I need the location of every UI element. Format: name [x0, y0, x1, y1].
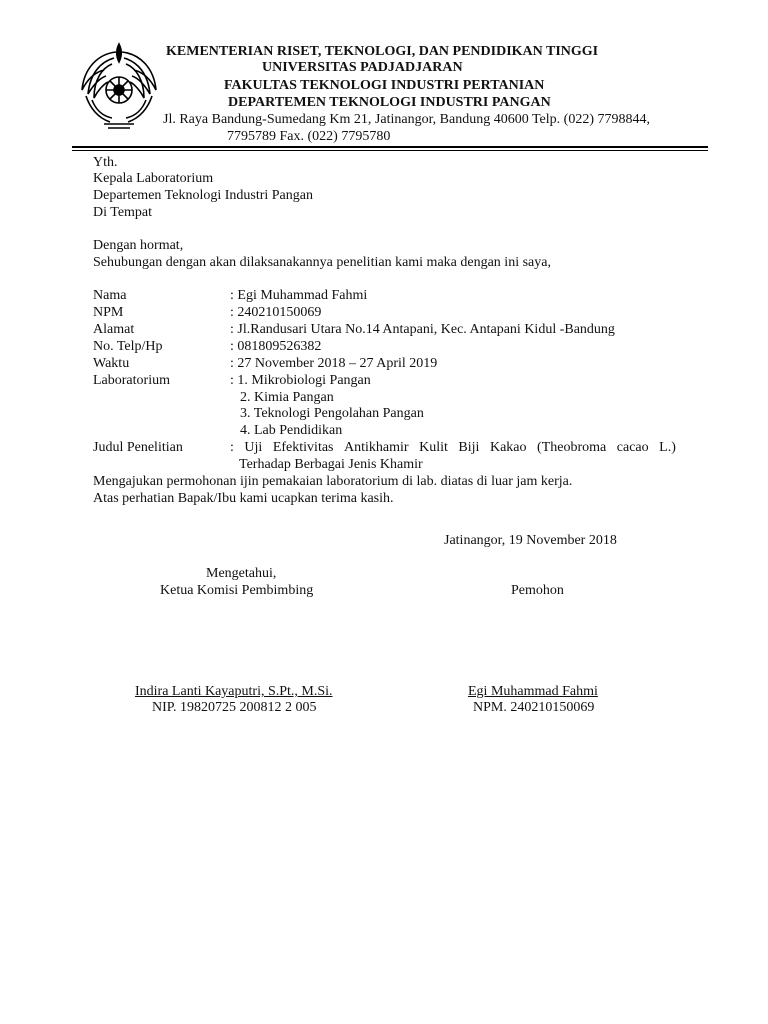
ministry-title: KEMENTERIAN RISET, TEKNOLOGI, DAN PENDIDIKAN TINGGI [166, 44, 599, 59]
judul-word: Efektivitas [272, 440, 334, 455]
recipient-yth: Yth. [93, 155, 118, 170]
value-judul-line-1 [230, 440, 676, 456]
judul-word: L.) [659, 440, 676, 455]
recipient-place: Di Tempat [93, 205, 153, 220]
university-logo-icon [76, 38, 162, 134]
header-divider-thick [72, 146, 708, 148]
address-line-2: 7795789 Fax. (022) 7795780 [227, 129, 391, 144]
left-sign-heading-1: Mengetahui, [206, 566, 277, 581]
right-signatory-npm: NPM. 240210150069 [473, 700, 595, 715]
recipient-title: Kepala Laboratorium [93, 171, 214, 186]
judul-word: (Theobroma [537, 440, 607, 455]
intro-text: Sehubungan dengan akan dilaksanakannya penelitian kami maka dengan ini saya, [93, 255, 551, 270]
label-alamat: Alamat [93, 322, 135, 337]
address-line-1: Jl. Raya Bandung-Sumedang Km 21, Jatinangor, Bandung 40600 Telp. (022) 7798844, [163, 112, 650, 127]
judul-word: Kakao [489, 440, 527, 455]
label-laboratorium: Laboratorium [93, 373, 170, 388]
right-sign-heading: Pemohon [511, 583, 564, 598]
lab-item-3: 3. Teknologi Pengolahan Pangan [240, 406, 424, 421]
university-name: UNIVERSITAS PADJADJARAN [262, 60, 463, 75]
department-name: DEPARTEMEN TEKNOLOGI INDUSTRI PANGAN [228, 95, 551, 110]
left-signatory-name: Indira Lanti Kayaputri, S.Pt., M.Si. [135, 684, 333, 699]
value-npm: : 240210150069 [230, 305, 322, 320]
place-date: Jatinangor, 19 November 2018 [444, 533, 617, 548]
header-divider-thin [72, 150, 708, 151]
left-signatory-nip: NIP. 19820725 200812 2 005 [152, 700, 317, 715]
judul-word: Kulit [419, 440, 448, 455]
judul-word: Uji [244, 440, 263, 455]
lab-item-2: 2. Kimia Pangan [240, 390, 334, 405]
label-nama: Nama [93, 288, 127, 303]
value-nama: : Egi Muhammad Fahmi [230, 288, 368, 303]
recipient-department: Departemen Teknologi Industri Pangan [93, 188, 313, 203]
value-waktu: : 27 November 2018 – 27 April 2019 [230, 356, 438, 371]
judul-word: cacao [616, 440, 649, 455]
judul-word: : [230, 440, 234, 455]
label-judul: Judul Penelitian [93, 440, 183, 455]
label-telp: No. Telp/Hp [93, 339, 163, 354]
left-sign-heading-2: Ketua Komisi Pembimbing [160, 583, 314, 598]
faculty-name: FAKULTAS TEKNOLOGI INDUSTRI PERTANIAN [224, 78, 545, 93]
value-alamat: : Jl.Randusari Utara No.14 Antapani, Kec. Antapani Kidul -Bandung [230, 322, 615, 337]
thanks-text: Atas perhatian Bapak/Ibu kami ucapkan terima kasih. [93, 491, 394, 506]
judul-word: Biji [458, 440, 480, 455]
label-npm: NPM [93, 305, 124, 320]
lab-item-1: : 1. Mikrobiologi Pangan [230, 373, 371, 388]
right-signatory-name: Egi Muhammad Fahmi [468, 684, 598, 699]
judul-word: Antikhamir [344, 440, 409, 455]
value-telp: : 081809526382 [230, 339, 322, 354]
greeting: Dengan hormat, [93, 238, 184, 253]
label-waktu: Waktu [93, 356, 130, 371]
value-judul-line-2: Terhadap Berbagai Jenis Khamir [239, 457, 423, 472]
lab-item-4: 4. Lab Pendidikan [240, 423, 343, 438]
request-text: Mengajukan permohonan ijin pemakaian laboratorium di lab. diatas di luar jam kerja. [93, 474, 573, 489]
